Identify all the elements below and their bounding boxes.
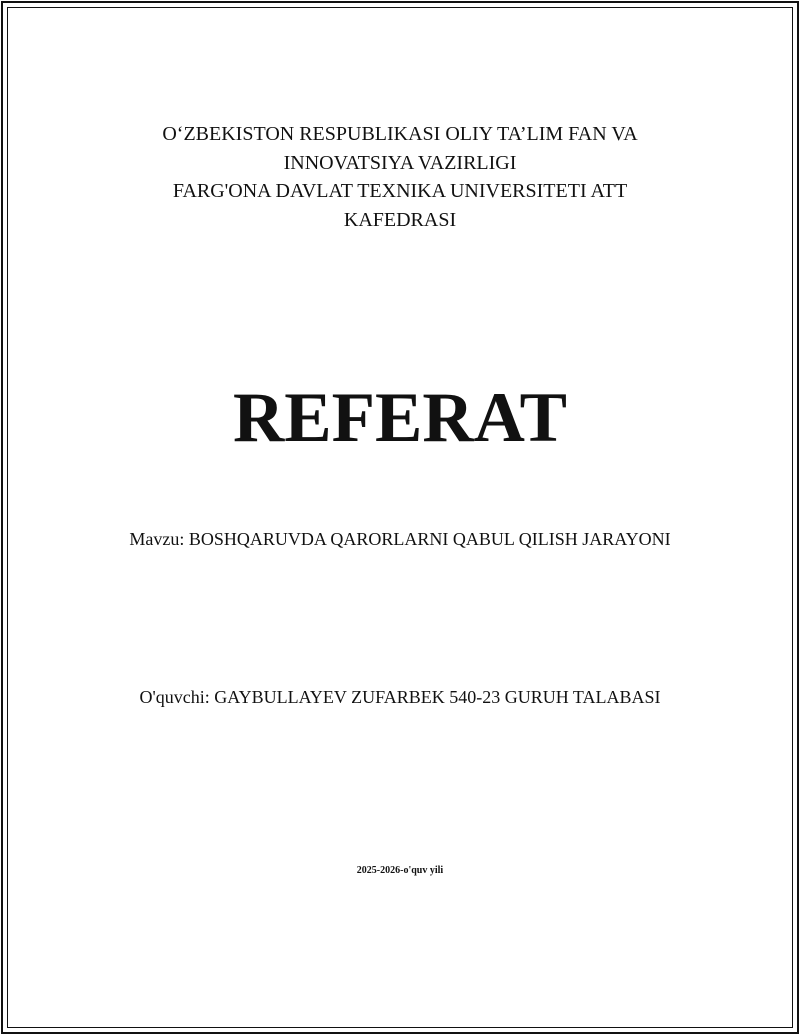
header-line-university: FARG'ONA DAVLAT TEXNIKA UNIVERSITETI ATT xyxy=(172,180,628,202)
header-line-ministry-1: O‘ZBEKISTON RESPUBLIKASI OLIY TA’LIM FAN VA xyxy=(162,123,638,145)
document-title: REFERAT xyxy=(233,379,567,457)
topic-line: Mavzu: BOSHQARUVDA QARORLARNI QABUL QILISH JARAYONI xyxy=(129,529,671,549)
header-line-ministry-2: INNOVATSIYA VAZIRLIGI xyxy=(283,151,517,174)
institution-header xyxy=(100,120,700,234)
academic-year: 2025-2026-o'quv yili xyxy=(356,865,444,876)
header-line-department: KAFEDRASI xyxy=(343,208,457,231)
student-line: O'quvchi: GAYBULLAYEV ZUFARBEK 540-23 GURUH TALABASI xyxy=(139,687,661,707)
